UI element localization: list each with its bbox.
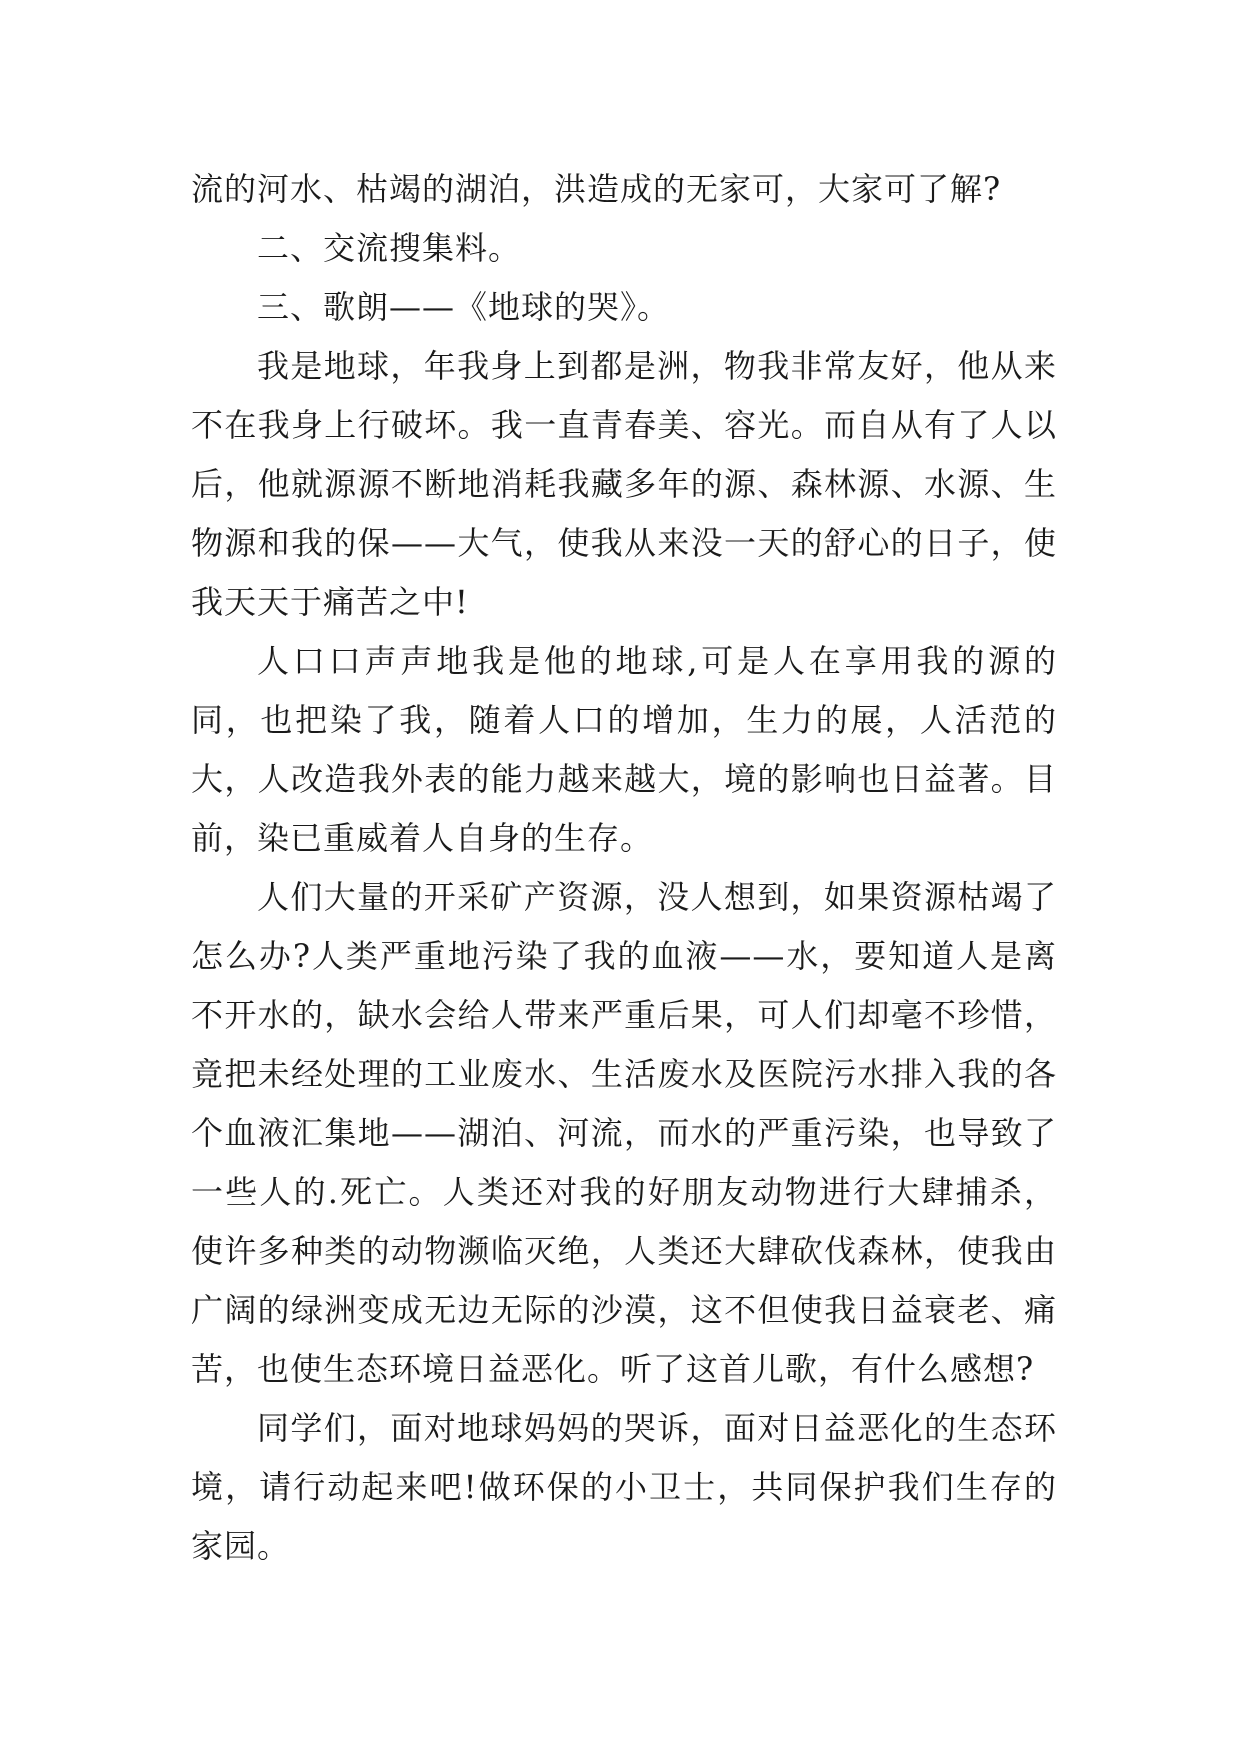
paragraph-step-two: 二、交流搜集料。: [257, 229, 522, 267]
paragraph-resources: 人们大量的开采矿产资源，没人想到，如果资源枯竭了怎么办?人类严重地污染了我的血液——水，要知道人是离不开水的，缺水会给人带来严重后果，可人们却毫不珍惜，竟把未经处理的工业废水、生活废水及医院污水排入我的各个血液汇集地——湖泊、河流，而水的严重污染，也导致了一些人的.死亡。人类还对我的好朋友动物进行大肆捕杀，使许多种类的动物濒临灭绝，人类还大肆砍伐森林，使我由广阔的绿洲变成无边无际的沙漠，这不但使我日益衰老、痛苦，也使生态环境日益恶化。听了这首儿歌，有什么感想?: [191, 878, 1057, 1388]
paragraph-step-three: 三、歌朗——《地球的哭》。: [257, 288, 671, 326]
paragraph-continuation: 流的河水、枯竭的湖泊，洪造成的无家可，大家可了解?: [191, 170, 1002, 208]
paragraph-earth-intro: 我是地球，年我身上到都是洲，物我非常友好，他从来不在我身上行破坏。我一直青春美、容光。而自从有了人以后，他就源源不断地消耗我藏多年的源、森林源、水源、生物源和我的保——大气，使我从来没一天的舒心的日子，使我天天于痛苦之中!: [191, 347, 1057, 621]
document-body: [191, 160, 1057, 1576]
paragraph-pollution: 人口口声声地我是他的地球,可是人在享用我的源的同，也把染了我，随着人口的增加，生力的展，人活范的大，人改造我外表的能力越来越大，境的影响也日益著。目前，染已重威着人自身的生存。: [191, 642, 1057, 857]
paragraph-call-to-action: 同学们，面对地球妈妈的哭诉，面对日益恶化的生态环境，请行动起来吧!做环保的小卫士，共同保护我们生存的家园。: [191, 1409, 1057, 1565]
